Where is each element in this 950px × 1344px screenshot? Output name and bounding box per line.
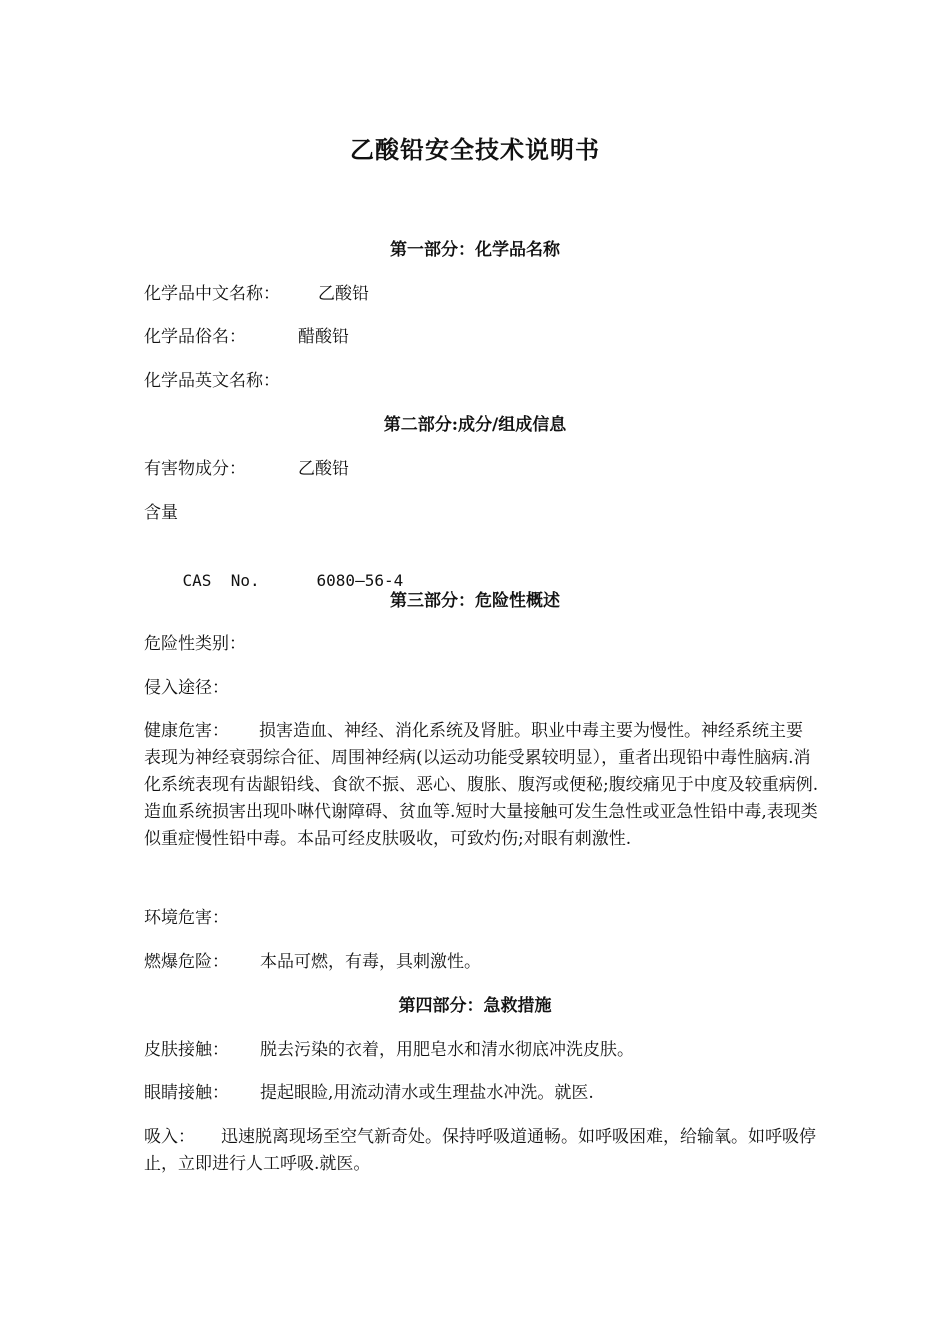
health-label: 健康危害： [144, 721, 229, 741]
route-label: 侵入途径： [144, 678, 229, 698]
skin-value: 脱去污染的衣着，用肥皂水和清水彻底冲洗皮肤。 [260, 1040, 634, 1060]
cn-name-value: 乙酸铅 [318, 284, 369, 304]
part4-heading: 第四部分：急救措施 [398, 996, 552, 1016]
en-name-row [144, 369, 280, 393]
route-row [144, 676, 229, 700]
eye-value: 提起眼睑,用流动清水或生理盐水冲洗。就医. [260, 1083, 594, 1103]
common-name-value: 醋酸铅 [298, 327, 349, 347]
cn-name-label: 化学品中文名称： [144, 284, 280, 304]
part1-heading: 第一部分：化学品名称 [390, 240, 560, 260]
en-name-label: 化学品英文名称： [144, 371, 280, 391]
hazard-component-row [144, 457, 349, 481]
inhalation-paragraph [144, 1124, 819, 1178]
content-row [144, 501, 178, 525]
health-hazard-paragraph [144, 718, 819, 853]
health-value: 损害造血、神经、消化系统及肾脏。职业中毒主要为慢性。神经系统主要表现为神经衰弱综合征、周围神经病(以运动功能受累较明显），重者出现铅中毒性脑病.消化系统表现有齿龈铅线、食欲不振、恶心、腹胀、腹泻或便秘;腹绞痛见于中度及较重病例.造血系统损害出现卟啉代谢障碍、贫血等.短时大量接触可发生急性或亚急性铅中毒,表现类似重症慢性铅中毒。本品可经皮肤吸收，可致灼伤;对眼有刺激性. [144, 721, 819, 849]
cas-value: 6080—56-4 [316, 571, 404, 590]
inhale-label: 吸入： [144, 1127, 195, 1147]
document-title: 乙酸铅安全技术说明书 [350, 135, 600, 164]
fire-hazard-row [144, 950, 481, 974]
hazard-component-label: 有害物成分： [144, 459, 246, 479]
eye-contact-row [144, 1081, 594, 1105]
fire-label: 燃爆危险： [144, 952, 229, 972]
env-hazard-row [144, 906, 229, 930]
part2-heading: 第二部分:成分/组成信息 [383, 415, 567, 435]
hazard-class-label: 危险性类别： [144, 634, 246, 654]
env-label: 环境危害： [144, 908, 229, 928]
cn-name-row [144, 282, 369, 306]
hazard-component-value: 乙酸铅 [298, 459, 349, 479]
hazard-class-row [144, 632, 246, 656]
eye-label: 眼睛接触： [144, 1083, 229, 1103]
common-name-label: 化学品俗名： [144, 327, 246, 347]
skin-label: 皮肤接触： [144, 1040, 229, 1060]
skin-contact-row [144, 1038, 634, 1062]
part3-heading: 第三部分：危险性概述 [390, 591, 560, 611]
fire-value: 本品可燃，有毒，具刺激性。 [260, 952, 481, 972]
inhale-value: 迅速脱离现场至空气新奇处。保持呼吸道通畅。如呼吸困难，给输氧。如呼吸停止，立即进行人工呼吸.就医。 [144, 1127, 816, 1174]
content-label: 含量 [144, 503, 178, 523]
cas-label: CAS No. [182, 571, 260, 590]
common-name-row [144, 325, 349, 349]
